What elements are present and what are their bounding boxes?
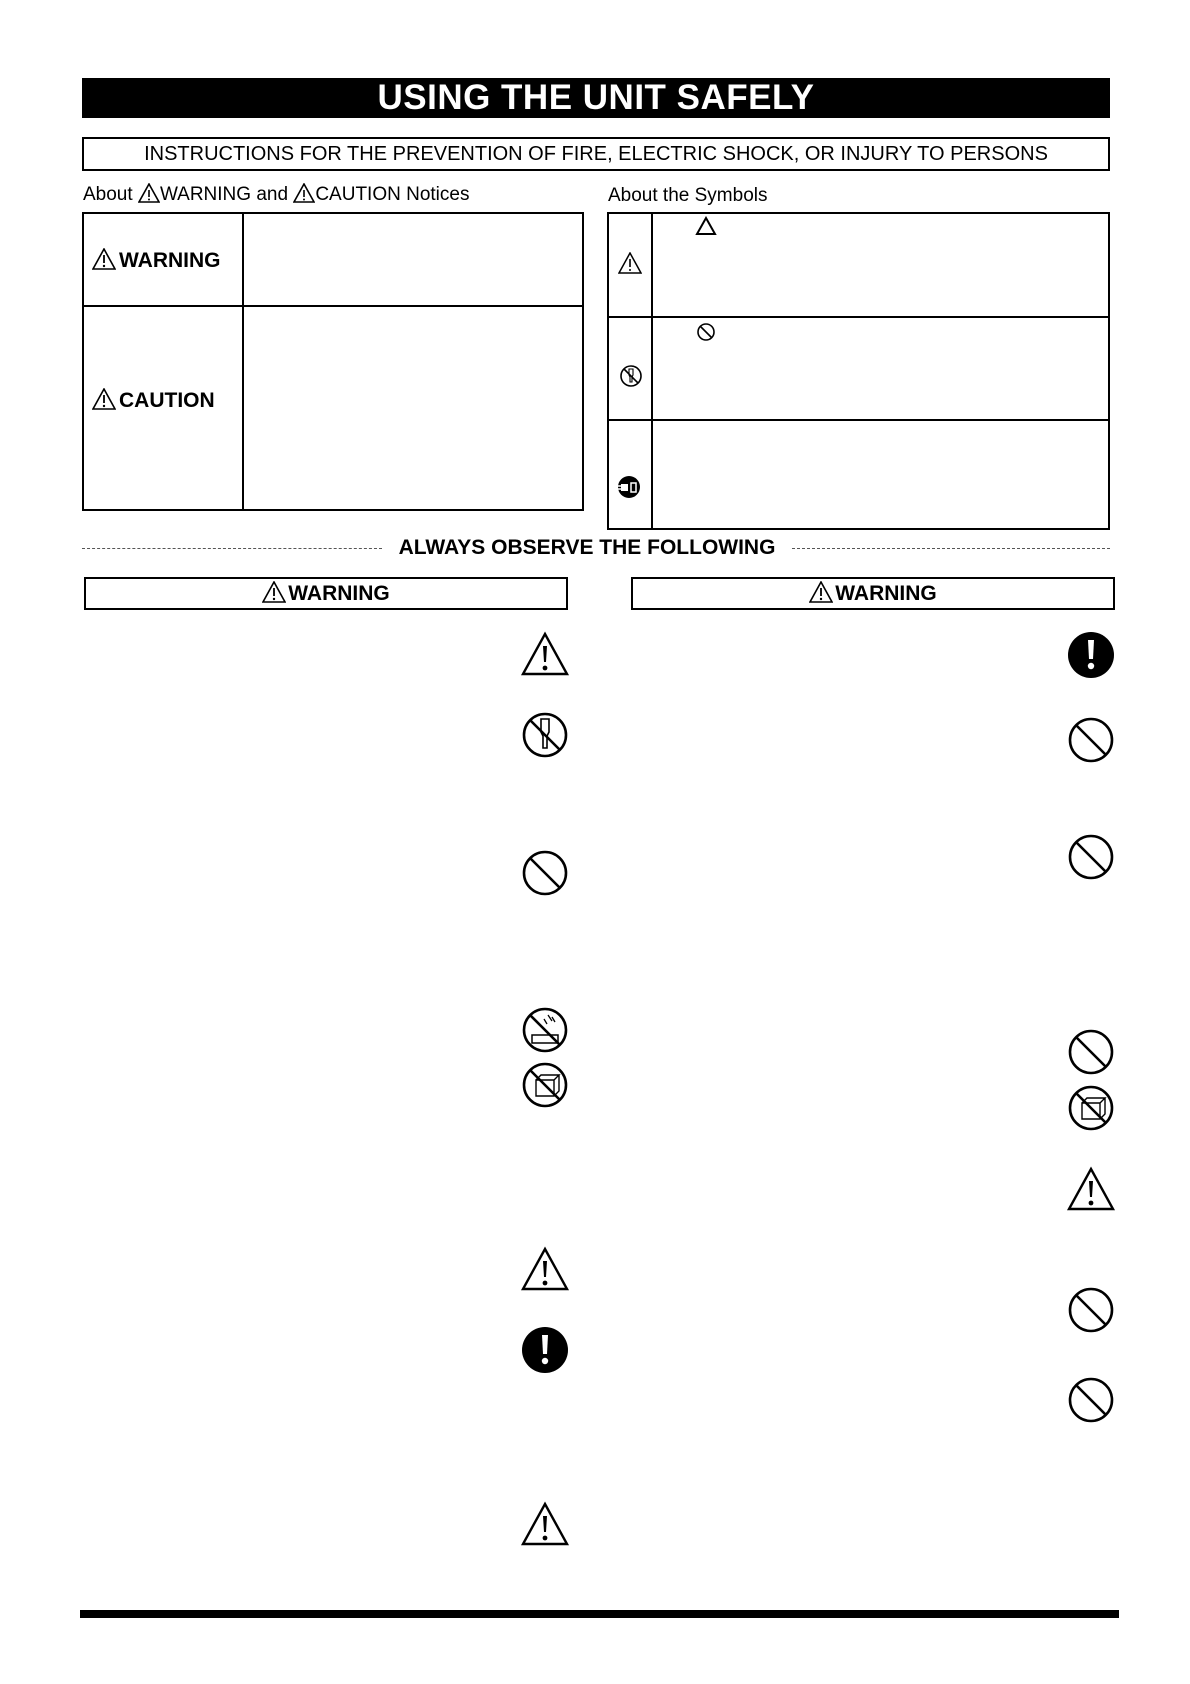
prohibited-icon [1066,1027,1116,1077]
no-objects-icon [520,1060,570,1110]
page-subtitle: INSTRUCTIONS FOR THE PREVENTION OF FIRE, ELECTRIC SHOCK, OR INJURY TO PERSONS [82,137,1110,171]
section-divider [792,548,1110,549]
left-warning-text: WARNING [288,582,390,605]
mandatory-icon [520,1325,570,1375]
warning-triangle-icon [92,248,116,270]
prohibited-icon [1066,1285,1116,1335]
no-objects-icon [1066,1083,1116,1133]
symbols-table-divider [607,419,1110,421]
warning-notice-label [92,248,221,273]
no-disassemble-icon [619,364,643,388]
mandatory-icon [1066,630,1116,680]
symbols-table-divider [651,212,653,530]
warning-triangle-icon [262,581,286,603]
caution-triangle-icon [92,388,116,410]
notices-heading-warning: WARNING [159,184,252,205]
caution-triangle-icon [618,252,642,274]
prohibited-icon [1066,832,1116,882]
small-triangle-icon [695,216,717,236]
small-prohibit-icon [696,322,716,342]
warning-triangle-icon [520,630,570,680]
footer-rule [80,1610,1119,1618]
warning-notice-text: WARNING [119,249,221,272]
symbols-heading: About the Symbols [608,185,768,206]
caution-notice-label [92,388,215,413]
section-divider [82,548,382,549]
warning-triangle-icon [520,1245,570,1295]
notices-table-divider [242,212,244,511]
prohibited-icon [1066,715,1116,765]
caution-small-icon [293,183,315,203]
caution-notice-text: CAUTION [119,389,215,412]
notices-heading-notices: Notices [406,184,470,205]
notices-table-divider [82,305,584,307]
symbols-table-divider [607,316,1110,318]
right-warning-text: WARNING [835,582,937,605]
unplug-icon [617,475,641,499]
warning-small-icon [138,183,160,203]
section-heading: ALWAYS OBSERVE THE FOLLOWING [398,536,776,559]
right-warning-header [631,577,1115,610]
prohibited-icon [520,848,570,898]
no-water-icon [520,1005,570,1055]
page-title: USING THE UNIT SAFELY [82,78,1110,118]
notices-heading-about: About [83,184,133,205]
prohibited-icon [1066,1375,1116,1425]
warning-triangle-icon [1066,1165,1116,1215]
no-disassemble-icon [520,710,570,760]
notices-heading [83,183,469,207]
warning-triangle-icon [520,1500,570,1550]
warning-triangle-icon [809,581,833,603]
notices-heading-and: and [256,184,289,205]
left-warning-header [84,577,568,610]
notices-heading-caution: CAUTION [315,184,401,205]
symbols-table [607,212,1110,530]
